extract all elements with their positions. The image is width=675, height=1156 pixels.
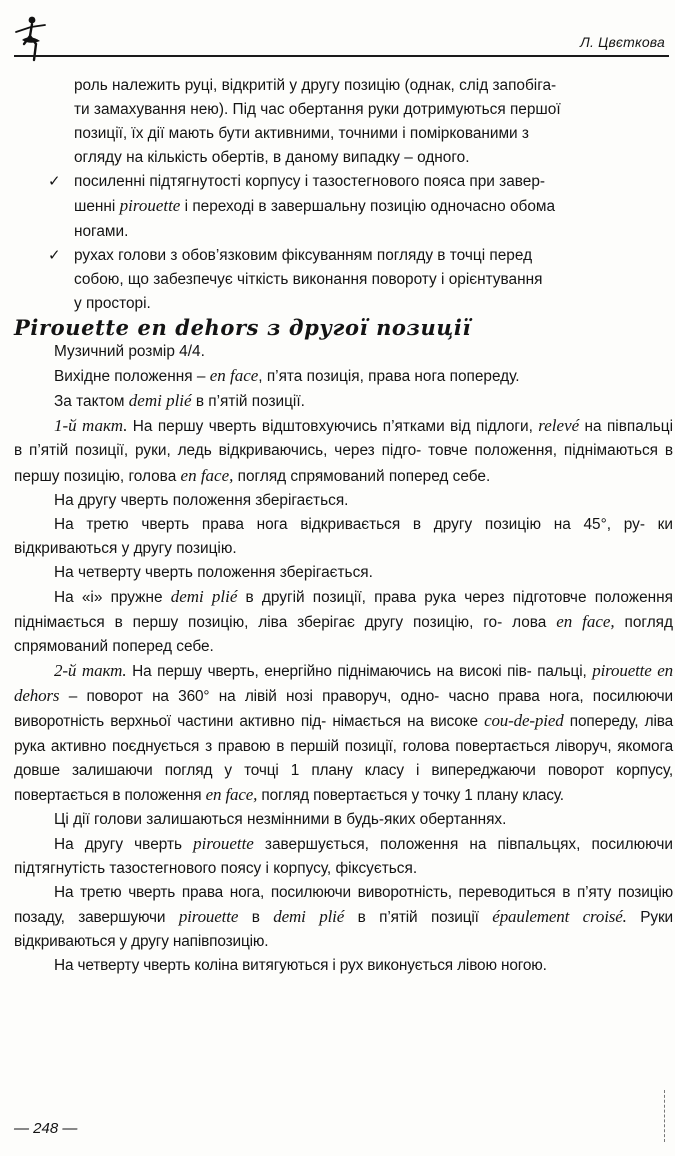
paragraph: На другу чверть pirouette завершується, положення на півпальцях, посилюючи підтягнутість тазостегнового поясу і корпусу, фіксується. xyxy=(14,833,673,877)
section-heading: Pirouette en dehors з другої позиції xyxy=(14,314,472,340)
paragraph: Вихідне положення – en face, п’ята позиція, права нога попереду. xyxy=(54,366,520,386)
header-rule xyxy=(14,55,669,57)
page-content xyxy=(14,74,673,978)
paragraph: 2-й такт. На першу чверть, енергійно піднімаючись на високі пів- пальці, pirouette en dehors – поворот на 360° на лівій нозі праворуч, одно- часно права нога, посилюючи виворотність верхньої частини активно під- німається на високе cou-de-pied попереду, ліва рука активно поєднується з правою в першій позиції, голова повертається ліворуч, якомога довше залишаючи погляд у точці 1 плану класу і випереджаючи поворот корпусу, повертається в положення en face, погляд повертається у точку 1 плану класу. xyxy=(14,661,673,804)
page-header xyxy=(0,0,675,62)
author-name: Л. Цвєткова xyxy=(580,34,665,50)
paragraph: 1-й такт. На першу чверть відштовхуючись п’ятками від підлоги, relevé на півпальці в п’ятій позиції, руки, ледь відкриваючись, через підго- товче положення, піднімаються в першу позицію, голова en face, погляд спрямований поперед себе. xyxy=(14,416,674,485)
paragraph: На четверту чверть положення зберігається. xyxy=(54,563,373,581)
paragraph: На четверту чверть коліна витягуються і рух виконується лівою ногою. xyxy=(54,957,547,975)
paragraph: Музичний розмір 4/4. xyxy=(54,343,205,361)
paragraph: На третю чверть права нога відкривається в другу позицію на 45°, ру- ки відкриваються у другу позицію. xyxy=(14,515,674,557)
paragraph: За тактом demi plié в п’ятій позиції. xyxy=(54,391,305,411)
paragraph: На другу чверть положення зберігається. xyxy=(54,491,349,509)
bullet-item: ✓ посиленні підтягнутості корпусу і тазостегнового пояса при завер- шенні pirouette і переході в завершальну позицію одночасно обома ногами. xyxy=(14,170,673,243)
paragraph: На третю чверть права нога, посилюючи виворотність, переводиться в п’яту позицію позаду, завершуючи pirouette в demi plié в п’ятій позиції épaulement croisé. Руки відкриваються у другу напівпозицію. xyxy=(14,884,673,951)
paragraph: На «і» пружне demi plié в другій позиції, права рука через підготовче положення піднімається в першу позицію, ліва зберігає другу позицію, го- лова en face, погляд спрямований поперед себе. xyxy=(14,586,673,656)
page-number: — 248 — xyxy=(14,1120,78,1137)
checkmark-icon: ✓ xyxy=(48,173,61,191)
checkmark-icon: ✓ xyxy=(48,246,61,264)
bullet-item: ✓ рухах голови з обов’язковим фіксуванням погляду в точці перед собою, що забезпечує чіткість виконання повороту і орієнтування у просторі. xyxy=(14,244,673,316)
margin-mark xyxy=(664,1090,667,1142)
bullet-continuation: роль належить руці, відкритій у другу позицію (однак, слід запобіга- ти замахування нею). Під час обертання руки дотримуються першої позиції, їх дії мають бути активними, точними і поміркованими з огляду на кількість обертів, в даному випадку – одного. xyxy=(74,77,561,167)
paragraph: Ці дії голови залишаються незмінними в будь-яких обертаннях. xyxy=(54,810,507,828)
